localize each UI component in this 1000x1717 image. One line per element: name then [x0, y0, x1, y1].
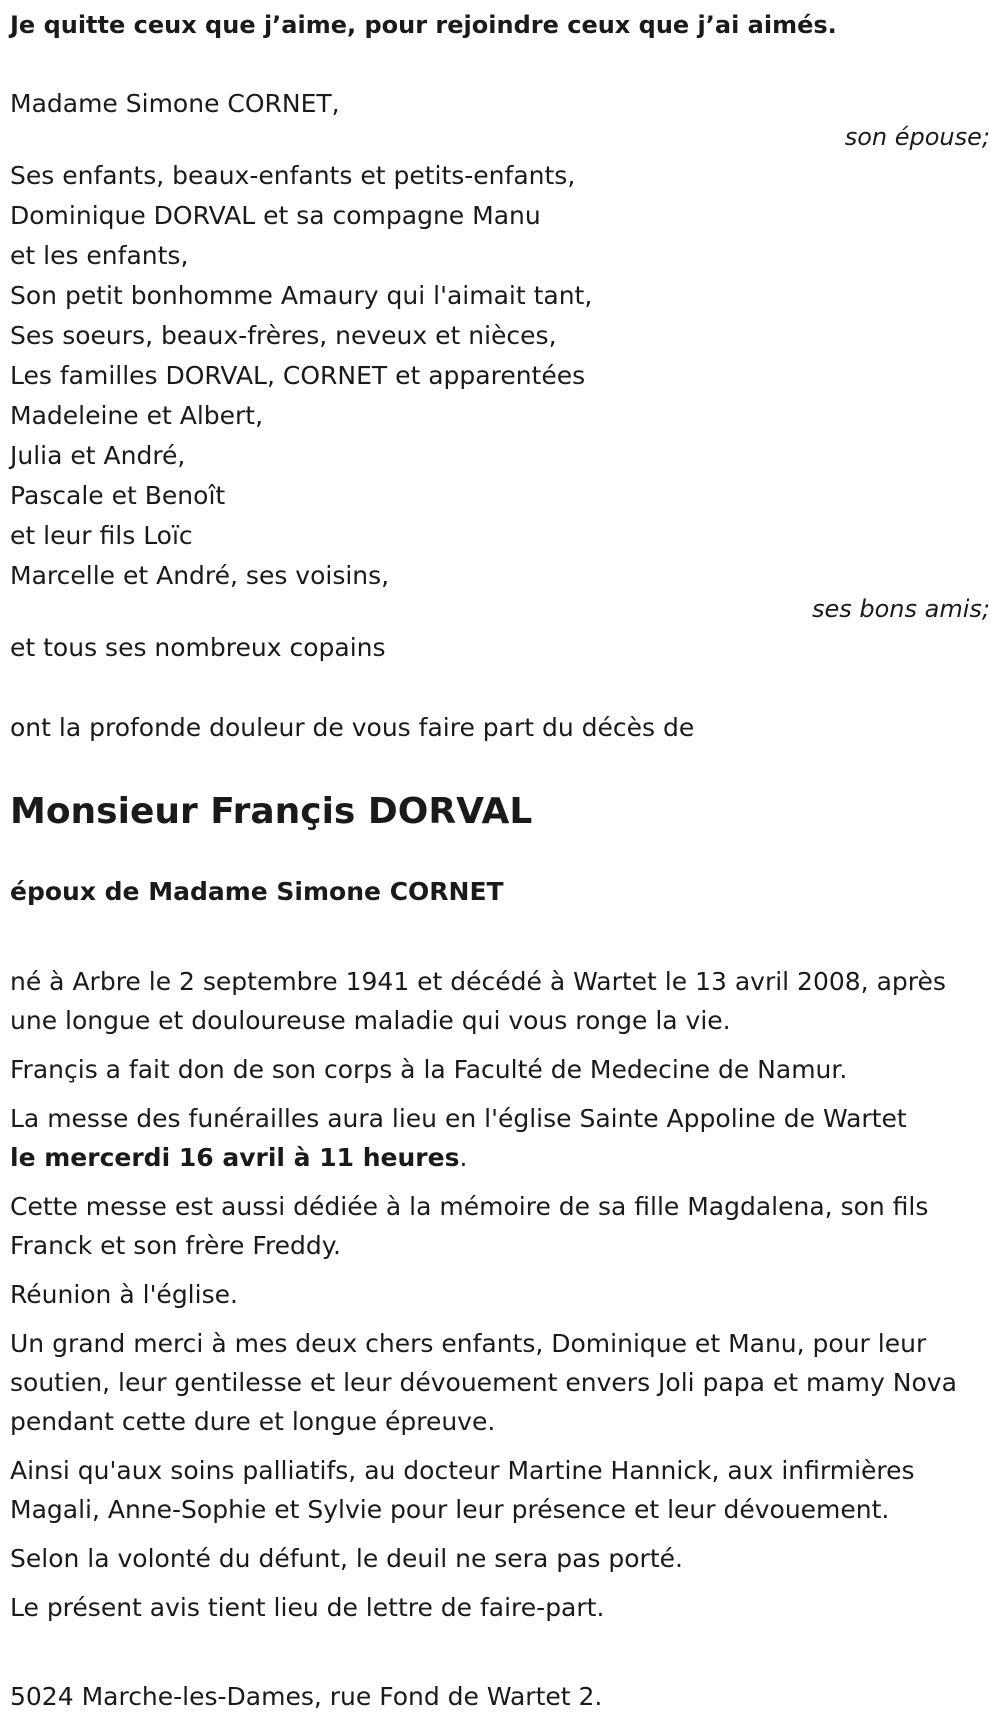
spouse-name: Madame Simone CORNET,	[10, 89, 340, 118]
meeting-paragraph: Réunion à l'église.	[10, 1280, 238, 1309]
family-line: Julia et André,	[10, 441, 186, 470]
friends-role: ses bons amis;	[811, 595, 990, 623]
deceased-name: Monsieur Françis DORVAL	[10, 791, 533, 832]
family-line: Son petit bonhomme Amaury qui l'aimait tant,	[10, 281, 593, 310]
motto-heading: Je quitte ceux que j’aime, pour rejoindre ceux que j’ai aimés.	[10, 11, 837, 39]
thanks-care-paragraph: Ainsi qu'aux soins palliatifs, au docteur Martine Hannick, aux infirmières Magali, Anne-Sophie et Sylvie pour leur présence et leur dévouement.	[10, 1456, 915, 1524]
thanks-children-paragraph: Un grand merci à mes deux chers enfants, Dominique et Manu, pour leur soutien, leur gentilesse et leur dévouement envers Joli papa et mamy Nova pendant cette dure et longue épreuve.	[10, 1329, 957, 1436]
mass-end: .	[459, 1143, 468, 1172]
address: 5024 Marche-les-Dames, rue Fond de Wartet 2.	[10, 1682, 603, 1711]
donation-paragraph: Françis a fait don de son corps à la Faculté de Medecine de Namur.	[10, 1055, 848, 1084]
obituary-notice	[10, 0, 990, 1717]
family-line: Ses soeurs, beaux-frères, neveux et nièces,	[10, 321, 557, 350]
memory-paragraph: Cette messe est aussi dédiée à la mémoire de sa fille Magdalena, son fils Franck et son frère Freddy.	[10, 1192, 929, 1260]
spouse-role: son épouse;	[844, 123, 990, 151]
family-line: Ses enfants, beaux-enfants et petits-enfants,	[10, 161, 576, 190]
family-line: Pascale et Benoît	[10, 481, 226, 510]
family-list	[10, 156, 990, 596]
family-line: et leur fils Loïc	[10, 521, 193, 550]
family-line: Les familles DORVAL, CORNET et apparentées	[10, 361, 586, 390]
mass-intro: La messe des funérailles aura lieu en l'église Sainte Appoline de Wartet	[10, 1104, 907, 1133]
mass-date: le mercerdi 16 avril à 11 heures	[10, 1143, 460, 1172]
family-line: Marcelle et André, ses voisins,	[10, 561, 390, 590]
family-line: Madeleine et Albert,	[10, 401, 264, 430]
family-line: Dominique DORVAL et sa compagne Manu	[10, 201, 541, 230]
mourning-paragraph: Selon la volonté du défunt, le deuil ne sera pas porté.	[10, 1544, 683, 1573]
copains-line: et tous ses nombreux copains	[10, 633, 386, 662]
husband-of: époux de Madame Simone CORNET	[10, 877, 504, 906]
birth-death-paragraph: né à Arbre le 2 septembre 1941 et décédé à Wartet le 13 avril 2008, après une longue et douloureuse maladie qui vous ronge la vie.	[10, 967, 946, 1035]
notice-paragraph: Le présent avis tient lieu de lettre de faire-part.	[10, 1593, 605, 1622]
announcement: ont la profonde douleur de vous faire part du décès de	[10, 713, 695, 742]
mass-paragraph	[10, 1099, 990, 1177]
family-line: et les enfants,	[10, 241, 189, 270]
